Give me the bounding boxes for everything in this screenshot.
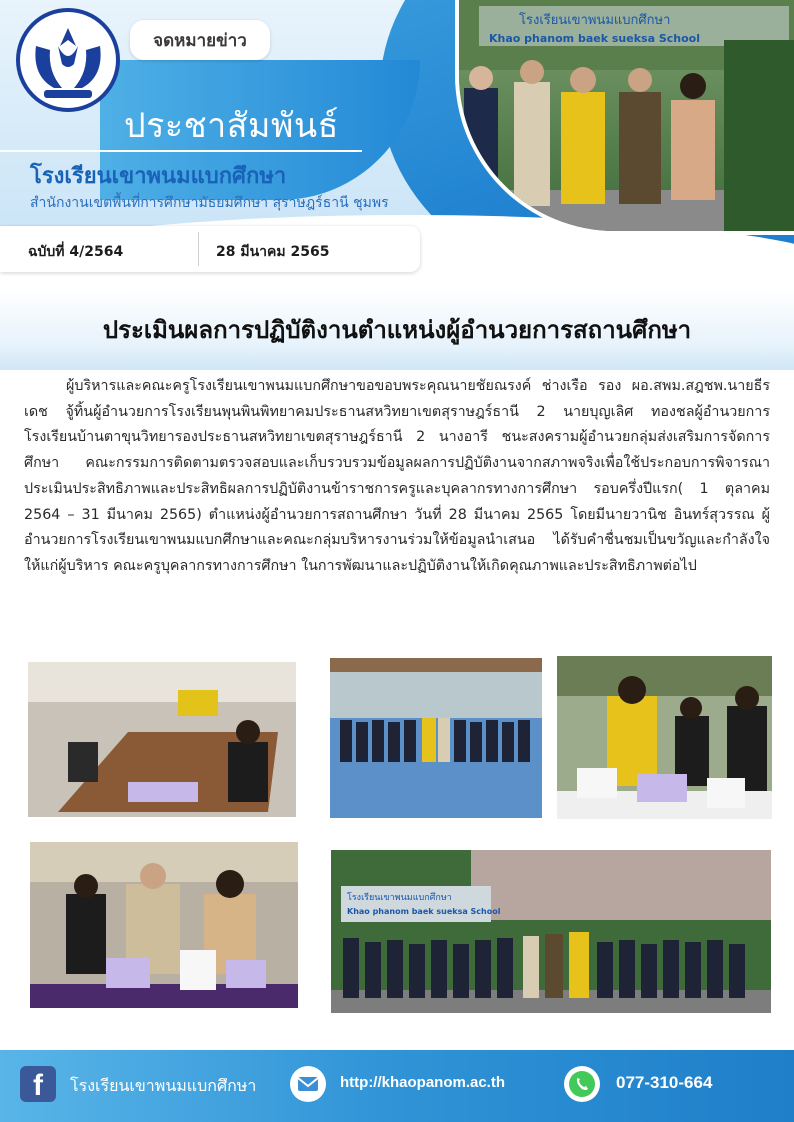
- issue-divider: [198, 232, 199, 266]
- newsletter-header: [0, 0, 794, 285]
- office-name: สำนักงานเขตพื้นที่การศึกษามัธยมศึกษา สุราษฎร์ธานี ชุมพร: [30, 195, 389, 211]
- issue-date: 28 มีนาคม 2565: [216, 244, 330, 260]
- article-body: ผู้บริหารและคณะครูโรงเรียนเขาพนมแบกศึกษาขอขอบพระคุณนายชัยณรงค์ ช่างเรือ รอง ผอ.สพม.สฎชพ.นายธีรเดช จู้ทิ้นผู้อำนวยการโรงเรียนพุนพินพิทยาคมประธานสหวิทยาเขตสุราษฎร์ธานี 2 นายบุญเลิศ ทองชลผู้อำนวยการโรงเรียนบ้านตาขุนวิทยารองประธานสหวิทยาเขตสุราษฎร์ธานี 2 นางอารี ชนะสงครามผู้อำนวยกลุ่มส่งเสริมการจัดการศึกษา คณะกรรมการติดตามตรวจสอบและเก็บรวบรวมข้อมูลผลการปฏิบัติงานจากสภาพจริงเพื่อใช้ประกอบการพิจารณาประเมินประสิทธิภาพและประสิทธิผลการปฏิบัติงานข้าราชการครูและบุคลากรทางการศึกษา รอบครึ่งปีแรก( 1 ตุลาคม 2564 – 31 มีนาคม 2565) ตำแหน่งผู้อำนวยการสถานศึกษา วันที่ 28 มีนาคม 2565 โดยมีนายวานิช อินทร์สุวรรณ ผู้อำนวยการโรงเรียนเขาพนมแบกศึกษาและคณะกลุ่มบริหารงานร่วมให้ข้อมูลนำเสนอ ได้รับคำชื่นชมเป็นขวัญและกำลังใจให้แก่ผู้บริหาร คณะครูบุคลากรทางการศึกษา ในการพัฒนาและปฏิบัติงานให้เกิดคุณภาพและประสิทธิภาพต่อไป: [24, 378, 770, 574]
- mail-icon[interactable]: [290, 1066, 326, 1102]
- issue-info-box: [0, 226, 420, 272]
- hero-sign-th: โรงเรียนเขาพนมแบกศึกษา: [519, 13, 671, 28]
- section-title-underline: [0, 150, 362, 152]
- newsletter-footer: [0, 1050, 794, 1122]
- facebook-page-link[interactable]: โรงเรียนเขาพนมแบกศึกษา: [70, 1076, 257, 1095]
- photo-group-school-sign: [331, 850, 771, 1013]
- newsletter-tag-label: จดหมายข่าว: [153, 30, 247, 51]
- phone-number[interactable]: 077-310-664: [616, 1073, 713, 1092]
- hero-sign-en: Khao phanom baek sueksa School: [489, 32, 700, 45]
- newsletter-tag: [130, 20, 270, 60]
- facebook-icon[interactable]: f: [20, 1066, 56, 1102]
- photo-staff-group-hall: [330, 658, 542, 818]
- issue-number: ฉบับที่ 4/2564: [28, 244, 124, 260]
- website-link[interactable]: http://khaopanom.ac.th: [340, 1074, 505, 1091]
- photo-director-signing: [557, 656, 772, 819]
- p5-sign-th: โรงเรียนเขาพนมแบกศึกษา: [347, 893, 452, 903]
- school-logo: [14, 6, 122, 114]
- section-title: ประชาสัมพันธ์: [124, 106, 339, 146]
- photo-meeting-room: [28, 662, 296, 817]
- photo-document-review: [30, 842, 298, 1008]
- article-headline: ประเมินผลการปฏิบัติงานตำแหน่งผู้อำนวยการสถานศึกษา: [102, 316, 692, 344]
- school-name: โรงเรียนเขาพนมแบกศึกษา: [30, 164, 287, 189]
- p5-sign-en: Khao phanom baek sueksa School: [347, 907, 501, 916]
- whatsapp-phone-icon[interactable]: [564, 1066, 600, 1102]
